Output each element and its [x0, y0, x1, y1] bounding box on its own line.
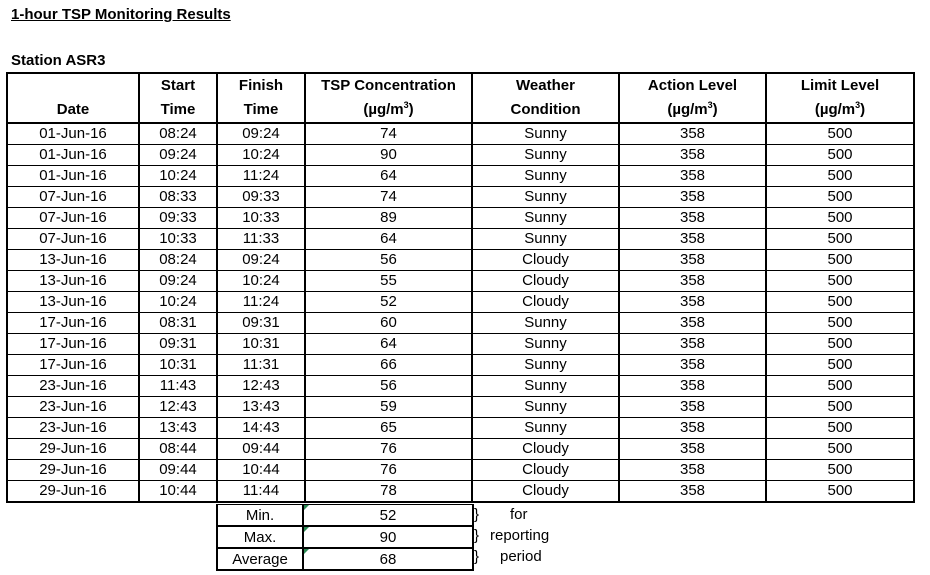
- cell-start: 08:24: [139, 250, 217, 271]
- cell-start: 08:31: [139, 313, 217, 334]
- cell-action: 358: [619, 123, 766, 145]
- summary-label: Min.: [217, 505, 303, 527]
- cell-tsp: 55: [305, 271, 472, 292]
- cell-action: 358: [619, 208, 766, 229]
- cell-action: 358: [619, 250, 766, 271]
- cell-start: 12:43: [139, 397, 217, 418]
- cell-finish: 11:31: [217, 355, 305, 376]
- header-date: Date: [7, 73, 139, 123]
- header-finish-time: Finish Time: [217, 73, 305, 123]
- cell-action: 358: [619, 166, 766, 187]
- summary-value: 68: [303, 548, 473, 570]
- page-title: 1-hour TSP Monitoring Results: [11, 6, 231, 23]
- cell-action: 358: [619, 418, 766, 439]
- table-row: [7, 334, 914, 355]
- cell-start: 10:44: [139, 481, 217, 503]
- cell-start: 13:43: [139, 418, 217, 439]
- header-start-time: Start Time: [139, 73, 217, 123]
- table-row: [7, 313, 914, 334]
- cell-action: 358: [619, 376, 766, 397]
- cell-limit: 500: [766, 229, 914, 250]
- table-row: [7, 481, 914, 503]
- cell-limit: 500: [766, 271, 914, 292]
- cell-finish: 10:24: [217, 145, 305, 166]
- cell-weather: Cloudy: [472, 439, 619, 460]
- header-tsp-concentration: TSP Concentration $(\mu g/m^3)$: [305, 73, 472, 123]
- table-row: [7, 439, 914, 460]
- cell-date: 29-Jun-16: [7, 460, 139, 481]
- cell-date: 17-Jun-16: [7, 313, 139, 334]
- cell-start: 10:33: [139, 229, 217, 250]
- cell-limit: 500: [766, 145, 914, 166]
- cell-date: 13-Jun-16: [7, 271, 139, 292]
- cell-limit: 500: [766, 460, 914, 481]
- header-weather-condition: Weather Condition: [472, 73, 619, 123]
- cell-weather: Cloudy: [472, 481, 619, 503]
- cell-weather: Sunny: [472, 418, 619, 439]
- cell-date: 07-Jun-16: [7, 229, 139, 250]
- cell-date: 01-Jun-16: [7, 145, 139, 166]
- cell-weather: Sunny: [472, 145, 619, 166]
- cell-finish: 14:43: [217, 418, 305, 439]
- cell-weather: Sunny: [472, 208, 619, 229]
- cell-limit: 500: [766, 166, 914, 187]
- cell-limit: 500: [766, 208, 914, 229]
- table-row: [7, 397, 914, 418]
- brace-mark: }: [474, 548, 480, 565]
- cell-date: 01-Jun-16: [7, 123, 139, 145]
- cell-start: 09:33: [139, 208, 217, 229]
- cell-finish: 09:33: [217, 187, 305, 208]
- cell-start: 10:31: [139, 355, 217, 376]
- summary-note: [474, 526, 549, 546]
- station-label: Station ASR3: [11, 52, 106, 69]
- cell-start: 11:43: [139, 376, 217, 397]
- cell-limit: 500: [766, 376, 914, 397]
- cell-finish: 12:43: [217, 376, 305, 397]
- table-row: [7, 123, 914, 145]
- cell-date: 13-Jun-16: [7, 292, 139, 313]
- cell-start: 09:31: [139, 334, 217, 355]
- cell-tsp: 64: [305, 229, 472, 250]
- summary-table: [216, 504, 474, 571]
- cell-limit: 500: [766, 355, 914, 376]
- table-row: [7, 166, 914, 187]
- cell-weather: Cloudy: [472, 292, 619, 313]
- cell-action: 358: [619, 229, 766, 250]
- cell-weather: Sunny: [472, 166, 619, 187]
- cell-finish: 09:44: [217, 439, 305, 460]
- cell-tsp: 76: [305, 439, 472, 460]
- cell-tsp: 56: [305, 250, 472, 271]
- cell-finish: 10:31: [217, 334, 305, 355]
- cell-date: 29-Jun-16: [7, 481, 139, 503]
- cell-finish: 09:24: [217, 123, 305, 145]
- cell-limit: 500: [766, 313, 914, 334]
- cell-start: 08:33: [139, 187, 217, 208]
- table-row: [7, 460, 914, 481]
- table-row: [7, 229, 914, 250]
- cell-tsp: 64: [305, 166, 472, 187]
- cell-action: 358: [619, 439, 766, 460]
- cell-limit: 500: [766, 334, 914, 355]
- header-action-level: Action Level $(\mu g/m^3)$: [619, 73, 766, 123]
- table-row: [7, 208, 914, 229]
- cell-tsp: 52: [305, 292, 472, 313]
- cell-finish: 13:43: [217, 397, 305, 418]
- cell-weather: Sunny: [472, 355, 619, 376]
- cell-tsp: 74: [305, 187, 472, 208]
- cell-tsp: 66: [305, 355, 472, 376]
- cell-tsp: 60: [305, 313, 472, 334]
- cell-date: 23-Jun-16: [7, 376, 139, 397]
- cell-limit: 500: [766, 439, 914, 460]
- cell-finish: 10:44: [217, 460, 305, 481]
- cell-finish: 11:44: [217, 481, 305, 503]
- cell-tsp: 89: [305, 208, 472, 229]
- brace-mark: }: [474, 506, 480, 523]
- cell-action: 358: [619, 460, 766, 481]
- table-row: [7, 376, 914, 397]
- cell-weather: Cloudy: [472, 271, 619, 292]
- cell-weather: Cloudy: [472, 250, 619, 271]
- cell-weather: Sunny: [472, 313, 619, 334]
- cell-action: 358: [619, 397, 766, 418]
- cell-limit: 500: [766, 397, 914, 418]
- cell-finish: 10:33: [217, 208, 305, 229]
- summary-value: 52: [303, 505, 473, 527]
- cell-date: 07-Jun-16: [7, 187, 139, 208]
- cell-tsp: 74: [305, 123, 472, 145]
- cell-weather: Sunny: [472, 123, 619, 145]
- tsp-results-table: [6, 72, 915, 503]
- cell-action: 358: [619, 145, 766, 166]
- cell-action: 358: [619, 313, 766, 334]
- cell-date: 23-Jun-16: [7, 418, 139, 439]
- table-header-row: [7, 73, 914, 123]
- table-row: [7, 145, 914, 166]
- summary-note-text: reporting: [490, 527, 550, 544]
- cell-weather: Sunny: [472, 229, 619, 250]
- cell-start: 08:24: [139, 123, 217, 145]
- cell-limit: 500: [766, 292, 914, 313]
- cell-weather: Sunny: [472, 397, 619, 418]
- cell-limit: 500: [766, 250, 914, 271]
- summary-note-text: for: [510, 506, 528, 523]
- table-row: [7, 292, 914, 313]
- summary-label: Max.: [217, 526, 303, 548]
- cell-tsp: 90: [305, 145, 472, 166]
- summary-row: [217, 505, 473, 527]
- cell-date: 29-Jun-16: [7, 439, 139, 460]
- cell-tsp: 78: [305, 481, 472, 503]
- cell-weather: Sunny: [472, 376, 619, 397]
- cell-action: 358: [619, 292, 766, 313]
- cell-date: 17-Jun-16: [7, 355, 139, 376]
- cell-date: 17-Jun-16: [7, 334, 139, 355]
- cell-date: 01-Jun-16: [7, 166, 139, 187]
- cell-finish: 11:33: [217, 229, 305, 250]
- brace-mark: }: [474, 527, 480, 544]
- cell-limit: 500: [766, 418, 914, 439]
- cell-tsp: 65: [305, 418, 472, 439]
- table-row: [7, 271, 914, 292]
- cell-limit: 500: [766, 187, 914, 208]
- cell-weather: Cloudy: [472, 460, 619, 481]
- cell-finish: 09:31: [217, 313, 305, 334]
- cell-start: 09:24: [139, 271, 217, 292]
- cell-finish: 11:24: [217, 292, 305, 313]
- cell-date: 13-Jun-16: [7, 250, 139, 271]
- cell-start: 08:44: [139, 439, 217, 460]
- cell-limit: 500: [766, 123, 914, 145]
- cell-tsp: 56: [305, 376, 472, 397]
- cell-start: 10:24: [139, 292, 217, 313]
- cell-date: 07-Jun-16: [7, 208, 139, 229]
- cell-action: 358: [619, 334, 766, 355]
- cell-weather: Sunny: [472, 334, 619, 355]
- summary-row: [217, 526, 473, 548]
- summary-value: 90: [303, 526, 473, 548]
- cell-start: 10:24: [139, 166, 217, 187]
- summary-label: Average: [217, 548, 303, 570]
- cell-date: 23-Jun-16: [7, 397, 139, 418]
- cell-finish: 11:24: [217, 166, 305, 187]
- table-row: [7, 250, 914, 271]
- summary-note: [474, 547, 542, 567]
- cell-weather: Sunny: [472, 187, 619, 208]
- cell-start: 09:44: [139, 460, 217, 481]
- cell-finish: 10:24: [217, 271, 305, 292]
- cell-action: 358: [619, 187, 766, 208]
- cell-tsp: 64: [305, 334, 472, 355]
- cell-limit: 500: [766, 481, 914, 503]
- cell-action: 358: [619, 355, 766, 376]
- header-limit-level: Limit Level $(\mu g/m^3)$: [766, 73, 914, 123]
- cell-finish: 09:24: [217, 250, 305, 271]
- cell-tsp: 59: [305, 397, 472, 418]
- summary-row: [217, 548, 473, 570]
- cell-action: 358: [619, 481, 766, 503]
- summary-note-text: period: [500, 548, 542, 565]
- summary-note: [474, 505, 528, 525]
- cell-tsp: 76: [305, 460, 472, 481]
- table-row: [7, 418, 914, 439]
- table-row: [7, 355, 914, 376]
- table-row: [7, 187, 914, 208]
- cell-start: 09:24: [139, 145, 217, 166]
- cell-action: 358: [619, 271, 766, 292]
